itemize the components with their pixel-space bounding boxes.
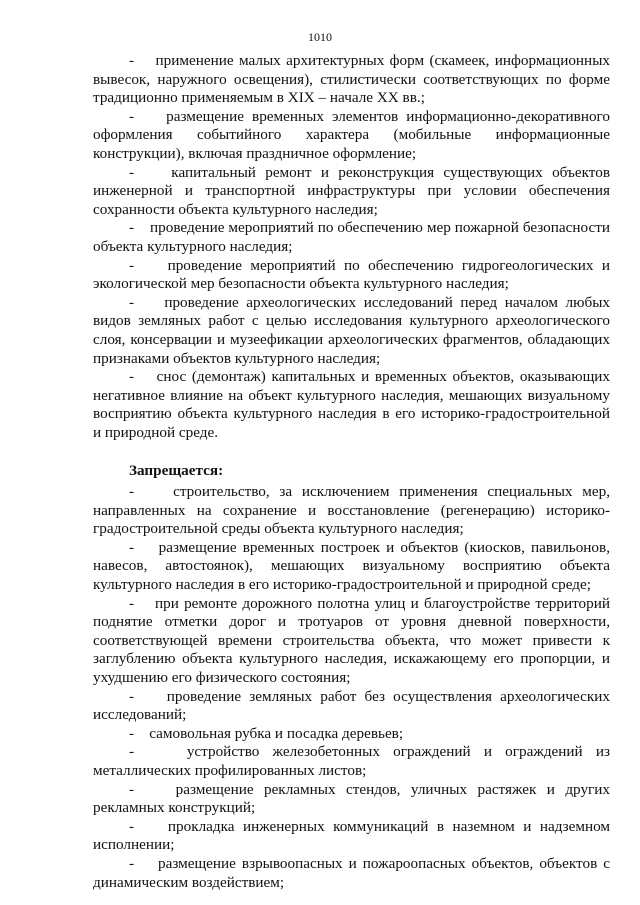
permitted-list <box>93 52 610 442</box>
list-item: - строительство, за исключением применения специальных мер, направленных на сохранение и восстановление (регенерацию) историко-градостроительной среды объекта культурного наследия; <box>93 483 610 538</box>
list-item: - применение малых архитектурных форм (скамеек, информационных вывесок, наружного освещения), стилистически соответствующих по форме традиционно применяемым в XIX – начале XX вв.; <box>93 52 610 107</box>
document-body <box>93 52 610 892</box>
section-heading-prohibited: Запрещается: <box>129 462 224 480</box>
list-item: - проведение мероприятий по обеспечению мер пожарной безопасности объекта культурного наследия; <box>93 219 610 255</box>
list-item: - размещение временных элементов информационно-декоративного оформления событийного характера (мобильные информационные конструкции), включая праздничное оформление; <box>93 107 610 162</box>
page-number: 1010 <box>308 30 332 44</box>
list-item: - проведение земляных работ без осуществления археологических исследований; <box>93 687 610 724</box>
list-item: - размещение временных построек и объектов (киосков, павильонов, навесов, автостоянок), мешающих визуальному восприятию объекта культурного наследия в его историко-градостроительной и природной среде; <box>93 538 610 594</box>
list-item: - прокладка инженерных коммуникаций в наземном и надземном исполнении; <box>93 817 610 854</box>
list-item: - проведение археологических исследований перед началом любых видов земляных работ с целью исследования культурного археологического слоя, консервации и музеефикации археологических фрагментов, обладающих признаками объектов культурного наследия; <box>93 293 610 367</box>
list-item: - размещение взрывоопасных и пожароопасных объектов, объектов с динамическим воздействием; <box>93 854 610 891</box>
section-spacer <box>93 442 610 462</box>
list-item: - размещение рекламных стендов, уличных растяжек и других рекламных конструкций; <box>93 780 610 817</box>
list-item: - при ремонте дорожного полотна улиц и благоустройстве территорий поднятие отметки дорог и тротуаров от уровня дневной поверхности, соответствующей времени строительства объекта, что может привести к заглублению объекта культурного наследия, искажающему его пропорции, и ухудшению его физического состояния; <box>93 594 610 686</box>
list-item: - снос (демонтаж) капитальных и временных объектов, оказывающих негативное влияние на объект культурного наследия, мешающих визуальному восприятию объекта культурного наследия в его историко-градостроительной и природной среде. <box>93 368 610 441</box>
list-item: - проведение мероприятий по обеспечению гидрогеологических и экологической мер безопасности объекта культурного наследия; <box>93 256 610 293</box>
list-item: - самовольная рубка и посадка деревьев; <box>129 724 404 742</box>
list-item: - устройство железобетонных ограждений и ограждений из металлических профилированных листов; <box>93 743 610 779</box>
list-item: - капитальный ремонт и реконструкция существующих объектов инженерной и транспортной инфраструктуры при условии обеспечения сохранности объекта культурного наследия; <box>93 163 610 218</box>
prohibited-list <box>93 483 610 892</box>
